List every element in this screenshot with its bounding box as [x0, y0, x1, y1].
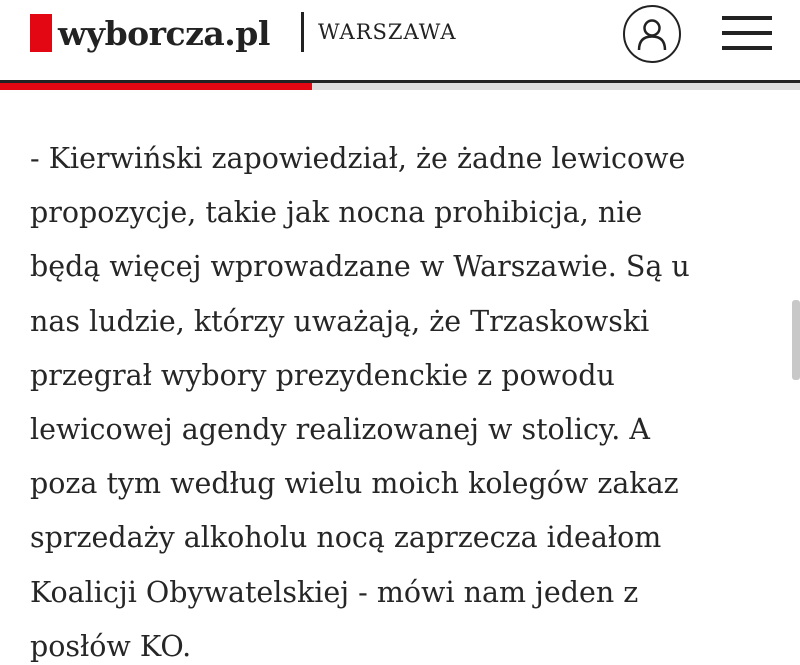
article-line: poza tym według wielu moich kolegów zakaz [30, 467, 679, 501]
scrollbar-thumb[interactable] [792, 300, 800, 380]
article-line: nas ludzie, którzy uważają, że Trzaskowski [30, 304, 650, 338]
user-account-button[interactable] [623, 5, 681, 63]
site-logo[interactable] [30, 12, 270, 54]
user-icon [636, 17, 668, 51]
article-line: propozycje, takie jak nocna prohibicja, nie [30, 196, 643, 230]
article-line: będą więcej wprowadzane w Warszawie. Są u [30, 250, 690, 284]
logo-text: wyborcza.pl [58, 13, 270, 53]
section-name[interactable]: WARSZAWA [318, 20, 457, 44]
article-line: sprzedaży alkoholu nocą zaprzecza ideałom [30, 521, 662, 555]
menu-button[interactable] [722, 14, 772, 52]
article-line: Koalicji Obywatelskiej - mówi nam jeden z [30, 575, 639, 609]
logo-red-square [30, 14, 52, 52]
menu-bar-top [722, 16, 772, 20]
reading-progress-fill [0, 83, 312, 90]
article-line: - Kierwiński zapowiedział, że żadne lewicowe [30, 142, 686, 175]
menu-bar-bottom [722, 46, 772, 50]
article-paragraph [30, 132, 780, 665]
menu-bar-middle [722, 31, 772, 35]
logo-separator [301, 12, 304, 52]
article-line: posłów KO. [30, 629, 192, 663]
site-header [0, 0, 800, 80]
reading-progress-bar [0, 83, 800, 90]
article-line: lewicowej agendy realizowanej w stolicy. A [30, 413, 650, 447]
article-line: przegrał wybory prezydenckie z powodu [30, 358, 615, 392]
